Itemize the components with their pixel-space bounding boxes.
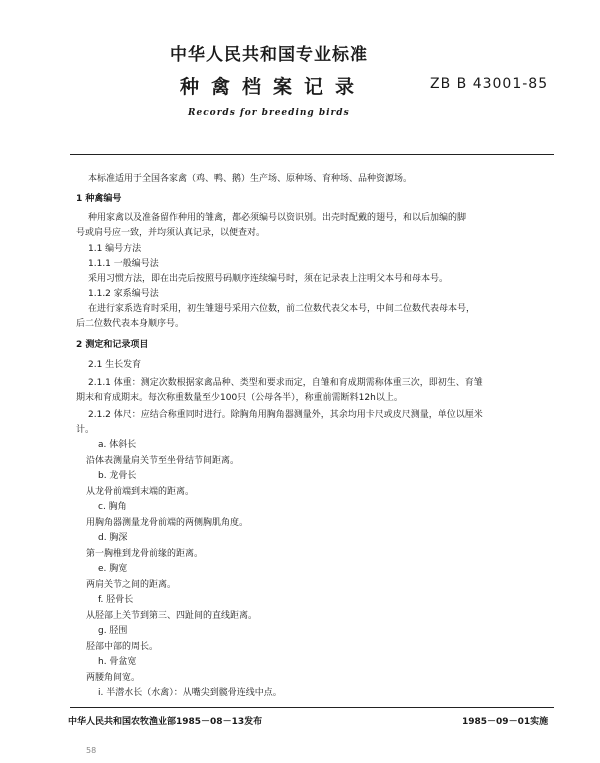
section-1-heading: 1 种禽编号: [76, 194, 122, 204]
measurement-label: i. 半潜水长（水禽）：从嘴尖到髋骨连线中点。: [98, 688, 282, 698]
section-2-1-2-text-line: 计。: [76, 425, 95, 435]
english-title: Records for breeding birds: [188, 108, 350, 118]
measurement-label: a. 体斜长: [98, 440, 137, 450]
measurement-description: 从胫部上关节到第三、四趾间的直线距离。: [86, 611, 258, 621]
section-1-1-2-text-line: 在进行家系选育时采用，初生雏翅号采用六位数，前二位数代表父本号，中间二位数代表母本号，: [88, 304, 476, 314]
measurement-description: 第一胸椎到龙骨前缘的距离。: [86, 549, 204, 559]
section-2-1-2-text-line: 2.1.2 体尺：应结合称重同时进行。除胸角用胸角器测量外，其余均用卡尺或皮尺测量，单位以厘米: [88, 410, 483, 420]
intro-paragraph: 本标准适用于全国各家禽（鸡、鸭、鹅）生产场、原种场、育种场、品种资源场。: [88, 174, 413, 184]
measurement-label: f. 胫骨长: [98, 595, 134, 605]
footer-divider: [70, 707, 554, 708]
measurement-description: 沿体表测量肩关节至坐骨结节间距离。: [86, 456, 240, 466]
measurement-label: c. 胸角: [98, 502, 127, 512]
standard-code: ZB B 43001-85: [430, 76, 549, 92]
section-2-1-1-text-line: 期末和育成期末。每次称重数量至少100只（公母各半），称重前需断料12h以上。: [76, 393, 403, 403]
standard-type: 中华人民共和国专业标准: [170, 45, 368, 65]
measurement-label: h. 骨盆宽: [98, 657, 137, 667]
section-2-heading: 2 测定和记录项目: [76, 340, 149, 350]
measurement-description: 从龙骨前端到末端的距离。: [86, 487, 195, 497]
issue-date: 中华人民共和国农牧渔业部1985－08－13发布: [68, 717, 263, 727]
section-1-1-2-heading: 1.1.2 家系编号法: [88, 289, 159, 299]
measurement-label: d. 胸深: [98, 533, 128, 543]
measurement-label: e. 胸宽: [98, 564, 128, 574]
measurement-description: 两肩关节之间的距离。: [86, 580, 177, 590]
section-1-1-heading: 1.1 编号方法: [88, 244, 142, 254]
measurement-description: 用胸角器测量龙骨前端的两侧胸肌角度。: [86, 518, 249, 528]
document-title: 种禽档案记录: [180, 76, 367, 98]
section-1-1-1-heading: 1.1.1 一般编号法: [88, 259, 159, 269]
section-2-1-heading: 2.1 生长发育: [88, 360, 142, 370]
section-1-paragraph-line: 种用家禽以及准备留作种用的雏禽，都必须编号以资识别。出壳时配戴的翅号，和以后加编的脚: [88, 213, 467, 223]
section-1-1-1-text: 采用习惯方法，即在出壳后按照号码顺序连续编号时，须在记录表上注明父本号和母本号。: [88, 274, 449, 284]
measurement-label: b. 龙骨长: [98, 471, 137, 481]
measurement-description: 胫部中部的周长。: [86, 642, 159, 652]
effective-date: 1985－09－01实施: [462, 717, 549, 727]
measurement-description: 两腰角间宽。: [86, 673, 141, 683]
page-number: 58: [86, 746, 97, 755]
measurement-label: g. 胫围: [98, 626, 128, 636]
section-2-1-1-text-line: 2.1.1 体重：测定次数根据家禽品种、类型和要求而定，自雏和育成期需称体重三次，即初生、育雏: [88, 378, 483, 388]
header-divider: [70, 154, 554, 155]
section-1-1-2-text-line: 后二位数代表本身顺序号。: [76, 319, 185, 329]
section-1-paragraph-line: 号或肩号应一致，并均须认真记录，以便查对。: [76, 228, 266, 238]
